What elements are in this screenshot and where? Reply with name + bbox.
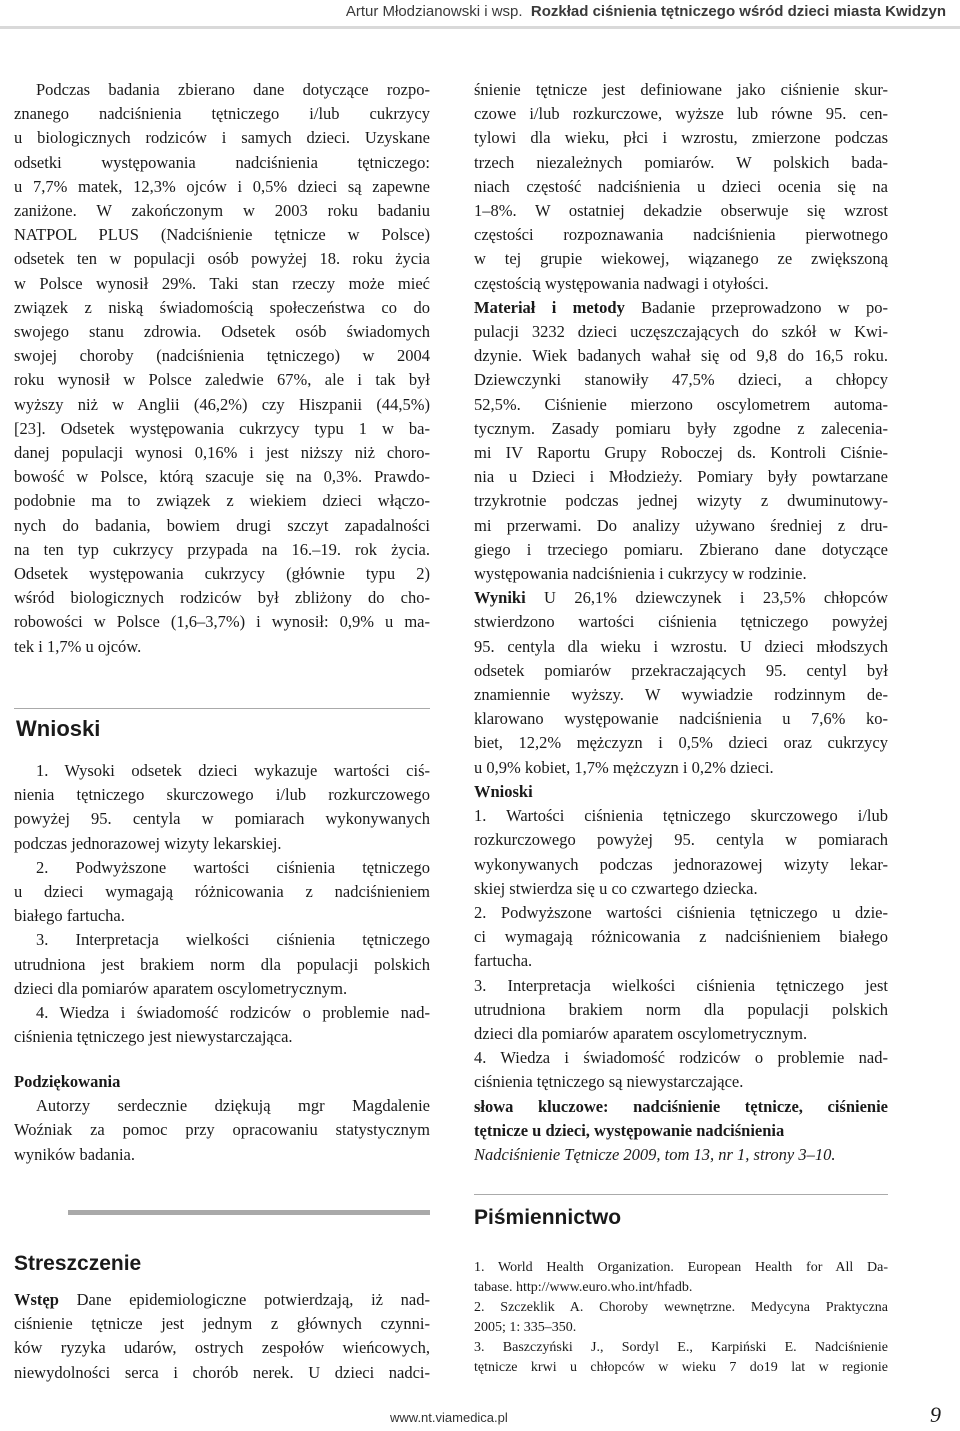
- references-list: 1. World Health Organization. European Health for All Da- tabase. http://www.euro.who.int/hfadb. 2. Szczeklik A. Choroby wewnętrzne. Medycyna Praktyczna 2005; 1: 335–350. 3. Baszczyński J., Sordyl E., Karpiński E. Nadciśnienie tętnicze krwi u chłopców w wieku 7 do19 lat w regionie: [474, 1260, 888, 1375]
- header-text: [346, 3, 946, 20]
- acknowledgements: Podziękowania Autorzy serdecznie dziękują mgr Magdalenie Woźniak za pomoc przy opracowaniu statystycznym wyników badania.: [14, 1072, 430, 1164]
- right-paragraph-1: śnienie tętnicze jest definiowane jako ciśnienie skur- czowe i/lub rozkurczowe, wyższe lub równe 95. cen- tylowi dla wieku, płci i wzrostu, zmierzone podczas trzech niezależnych pomiarów. W polskich bada- niach częstość nadciśnienia u dzieci ocenia się na 1–8%. W ostatniej dekadzie obserwuje się wzrost częstości rozpoznawania nadciśnienia pierwotnego w tej grupie wiekowej, wiązanego ze zwiększoną częstością występowania nadwagi i otyłości. Materiał i metody Badanie przeprowadzono w po- pulacji 3232 dzieci uczęszczających do szkół w Kwi- dzynie. Wiek badanych wahał się od 9,8 do 16,5 roku. Dziewczynki stanowiły 47,5% dzieci, a chłopcy 52,5%. Ciśnienie mierzono oscylometrem automa- tycznym. Zasady pomiaru były zgodne z zalecenia- mi IV Raportu Grupy Roboczej ds. Kontroli Ciśnie- nia u Dzieci i Młodzieży. Pomiary były powtarzane trzykrotnie podczas jednej wizyty z dwuminutowy- mi przerwami. Do analizy używano średniej z dru- giego i trzeciego pomiaru. Zbierano dane dotyczące występowania nadciśnienia i cukrzycy w rodzinie. Wyniki U 26,1% dziewczynek i 23,5% chłopców stwierdzono wartości ciśnienia tętniczego powyżej 95. centyla dla wieku i wzrostu. U dzieci młodszych odsetek pomiarów przekraczających 95. centyl był znamiennie wyższy. W wywiadzie rodzinnym de- klarowano występowanie nadciśnienia u 7,6% ko- biet, 12,2% mężczyzn i 0,5% dzieci oraz cukrzycy u 0,9% kobiet, 1,7% mężczyzn i 0,2% dzieci. Wnioski 1. Wartości ciśnienia tętniczego skurczowego i/lub rozkurczowego powyżej 95. centyla w pomiarach wykonywanych podczas jednorazowej wizyty lekar- skiej stwierdza się u co czwartego dziecka. 2. Podwyższone wartości ciśnienia tętniczego u dzie- ci wymagają różnicowania z nadciśnieniem białego fartucha. 3. Interpretacja wielkości ciśnienia tętniczego jest utrudniona brakiem norm dla populacji polskich dzieci dla pomiarów aparatem oscylometrycznym. 4. Wiedza i świadomość rodziców o problemie nad- ciśnienia tętniczego są niewystarczające. słowa kluczowe: nadciśnienie tętnicze, ciśnienie tętnicze u dzieci, występowanie nadciśnienia Nadciśnienie Tętnicze 2009, tom 13, nr 1, strony 3–10.: [474, 78, 888, 1167]
- results: Wyniki U 26,1% dziewczynek i 23,5% chłopców: [474, 588, 888, 608]
- wstep-label: Wstęp: [14, 1290, 59, 1309]
- header-authors: Artur Młodzianowski i wsp.: [345, 3, 523, 20]
- running-header: [0, 0, 960, 38]
- citation: Nadciśnienie Tętnicze 2009, tom 13, nr 1, strony 3–10.: [474, 1144, 836, 1164]
- page-number: 9: [930, 1402, 941, 1427]
- material-label: Materiał i metody: [474, 297, 625, 317]
- streszczenie-heading: Streszczenie: [14, 1252, 142, 1275]
- wyniki-label: Wyniki: [474, 588, 526, 608]
- wnioski-rule: [14, 708, 430, 709]
- reference-item: 3. Baszczyński J., Sordyl E., Karpiński E. Nadciśnienie: [474, 1340, 888, 1355]
- header-rule: [0, 26, 960, 29]
- left-column: [14, 78, 430, 659]
- references-rule: [474, 1194, 888, 1195]
- material-methods: Materiał i metody Badanie przeprowadzono w po-: [474, 297, 888, 317]
- reference-item: 1. World Health Organization. European Health for All Da-: [474, 1260, 888, 1275]
- right-wnioski-label: Wnioski: [474, 781, 533, 801]
- keywords-line-1: słowa kluczowe: nadciśnienie tętnicze, ciśnienie: [474, 1096, 888, 1116]
- left-paragraph-1: Podczas badania zbierano dane dotyczące rozpo- znanego nadciśnienia tętniczego i/lub cukrzycy u biologicznych rodziców i samych dzieci. Uzyskane odsetki występowania nadciśnienia tętniczego: u 7,7% matek, 12,3% ojców i 0,5% dzieci są zapewne zaniżone. W zakończonym w 2003 roku badaniu NATPOL PLUS (Nadciśnienie tętnicze w Polsce) odsetek ten w populacji osób powyżej 18. roku życia w Polsce wynosił 29%. Taki stan rzeczy może mieć związek z niską świadomością społeczeństwa co do swojego stanu zdrowia. Odsetek osób świadomych swojej choroby (nadciśnienia tętniczego) w 2004 roku wynosił w Polsce zaledwie 67%, ale i tak był wyższy niż w Anglii (46,2%) czy Hiszpanii (44,5%) [23]. Odsetek występowania cukrzycy typu 1 w ba- danej populacji wynosi 0,16% i jest niższy niż choro- bowość w Polsce, którą szacuje się na 0,3%. Prawdo- podobnie ma to związek z wiekiem dzieci włączo- nych do badania, bowiem drugi szczyt zapadalności na ten typ cukrzycy przypada na 16.–19. rok życia. Odsetek występowania cukrzycy (głównie typu 2) wśród biologicznych rodziców był zbliżony do cho- robowości w Polsce (1,6–3,7%) i wynosił: 0,9% u ma- tek i 1,7% u ojców.: [14, 80, 430, 656]
- streszczenie-text: Wstęp Dane epidemiologiczne potwierdzają, iż nad- ciśnienie tętnicze jest jednym z głównych czynni- ków ryzyka udarów, ostrych zespołów wieńcowych, niewydolności serca i chorób nerek. U dzieci nadci-: [14, 1290, 430, 1382]
- wnioski-heading: Wnioski: [16, 716, 101, 741]
- left-wnioski-list: 1. Wysoki odsetek dzieci wykazuje wartości ciś- nienia tętniczego skurczowego i/lub rozkurczowego powyżej 95. centyla w pomiarach wykonywanych podczas jednorazowej wizyty lekarskiej. 2. Podwyższone wartości ciśnienia tętniczego u dzieci wymagają różnicowania z nadciśnieniem białego fartucha. 3. Interpretacja wielkości ciśnienia tętniczego utrudniona jest brakiem norm dla populacji polskich dzieci dla pomiarów aparatem oscylometrycznym. 4. Wiedza i świadomość rodziców o problemie nad- ciśnienia tętniczego jest niewystarczająca.: [14, 761, 430, 1047]
- reference-item: 2. Szczeklik A. Choroby wewnętrzne. Medycyna Praktyczna: [474, 1300, 888, 1315]
- header-title: Rozkład ciśnienia tętniczego wśród dzieci miasta Kwidzyn: [530, 3, 946, 20]
- streszczenie-rule: [68, 1210, 430, 1215]
- keywords-line-2: tętnicze u dzieci, występowanie nadciśnienia: [474, 1120, 785, 1140]
- references-heading: Piśmiennictwo: [474, 1206, 622, 1229]
- acknowledgements-heading: Podziękowania: [14, 1072, 121, 1091]
- footer-url: www.nt.viamedica.pl: [390, 1410, 508, 1425]
- right-column: [474, 78, 888, 1167]
